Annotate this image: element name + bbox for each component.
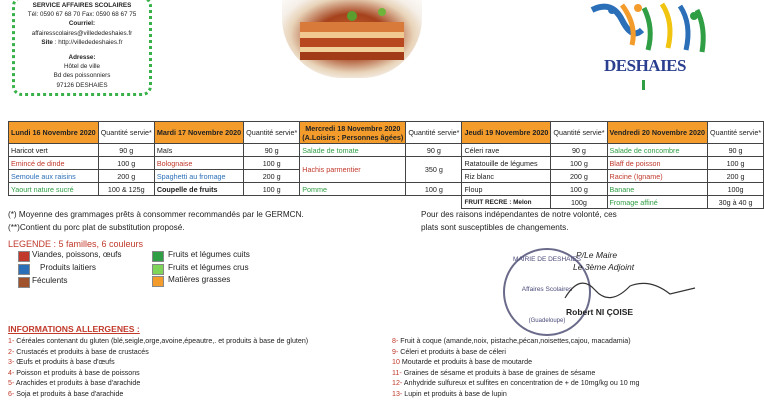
wednesday-title: Mercredi 18 Novembre 2020 [305, 123, 401, 133]
address-line-3: 97126 DESHAIES [56, 81, 108, 89]
legend-swatch-meat [18, 251, 30, 262]
legend-swatch-fat [152, 276, 164, 287]
dish-qty: 200 g [551, 170, 607, 183]
allergens-right-list [392, 336, 639, 400]
dish: Salade de concombre [607, 144, 707, 157]
day-header-thursday: Jeudi 19 Novembre 2020 [462, 122, 551, 144]
legend-label: Produits laitiers [40, 263, 96, 272]
note-4: plats sont susceptibles de changements. [421, 223, 569, 232]
lasagna-illustration [282, 0, 422, 78]
dish: Semoule aux raisins [9, 170, 99, 183]
dish-qty: 30g à 40 g [708, 196, 764, 209]
website-link[interactable]: : http://villededeshaies.fr [54, 38, 123, 46]
legend-label: Matières grasses [168, 275, 231, 284]
dish: Banane [607, 183, 707, 196]
allergen-item: 8- Fruit à coque (amande,noix, pistache,pécan,noisettes,cajou, macadamia) [392, 337, 631, 345]
signature-line-1: P/Le Maire [576, 250, 618, 260]
signature-line-2: Le 3ème Adjoint [573, 262, 635, 272]
legend-swatch-cooked-veg [152, 251, 164, 262]
dish-qty: 100 g [244, 157, 300, 170]
address-label: Adresse: [68, 54, 96, 62]
stamp-top-text: MAIRIE DE DESHAIES [513, 256, 581, 263]
legend-swatch-starch [18, 277, 30, 288]
logo-text: DESHAIES [604, 56, 686, 75]
empty-cell [154, 196, 243, 209]
service-name: SERVICE AFFAIRES SCOLAIRES [32, 2, 132, 9]
dish: Blaff de poisson [607, 157, 707, 170]
empty-cell [9, 196, 99, 209]
phone-fax: Tél: 0590 67 68 70 Fax: 0590 68 67 75 [27, 11, 137, 19]
dish: Emincé de dinde [9, 157, 99, 170]
empty-cell [244, 196, 300, 209]
dish: Racine (Igname) [607, 170, 707, 183]
allergen-item: 6- Soja et produits à base d'arachide [8, 389, 124, 398]
dish-qty: 100 g [406, 183, 462, 196]
dish: Salade de tomate [300, 144, 406, 157]
legend-label: Fruits et légumes crus [168, 263, 249, 272]
day-header-tuesday: Mardi 17 Novembre 2020 [154, 122, 243, 144]
legend-title: LEGENDE : 5 familles, 6 couleurs [8, 239, 144, 249]
address-line-1: Hôtel de ville [63, 63, 101, 71]
legend-swatch-dairy [18, 264, 30, 275]
allergen-item: 10 Moutarde et produits à base de moutarde [392, 358, 533, 367]
allergen-item: 9- Céleri et produits à base de céleri [392, 347, 506, 356]
allergens-title: INFORMATIONS ALLERGENES : [8, 324, 140, 334]
allergen-item: 13- Lupin et produits à base de lupin [392, 389, 507, 398]
allergens-left-list [8, 336, 308, 400]
allergen-item: 1- Céréales contenant du gluten (blé,seigle,orge,avoine,épeautre,. et produits à base de gluten) [8, 337, 309, 345]
dish-qty: 100 g [551, 157, 607, 170]
qty-header: Quantité servie* [406, 122, 462, 144]
dish: Pomme [300, 183, 406, 196]
menu-row-1 [9, 144, 764, 157]
qty-header: Quantité servie* [98, 122, 154, 144]
dish: Spaghetti au fromage [154, 170, 243, 183]
wednesday-subtitle: (A.Loisirs ; Personnes âgées) [302, 132, 404, 142]
empty-cell [300, 196, 406, 209]
dish-qty: 90 g [551, 144, 607, 157]
menu-row-5 [9, 196, 764, 209]
allergen-item: 12- Anhydride sulfureux et sulfites en concentration de + de 10mg/kg ou 10 mg [392, 379, 640, 388]
qty-header: Quantité servie* [708, 122, 764, 144]
dish-qty: 90 g [98, 144, 154, 157]
dish-qty: 90 g [708, 144, 764, 157]
menu-header-row [9, 122, 764, 144]
site-label: Site [41, 38, 53, 46]
dish: Yaourt nature sucré [9, 183, 99, 196]
dish: Fromage affiné [607, 196, 707, 209]
empty-cell [406, 196, 462, 209]
email-label: Courriel: [68, 20, 96, 28]
dish: Haricot vert [9, 144, 99, 157]
allergen-item: 11- Graines de sésame et produits à base de graines de sésame [392, 368, 596, 377]
stamp-mid-text: Affaires Scolaires [521, 286, 573, 293]
dish-qty: 100 g [551, 183, 607, 196]
dish-qty: 90 g [406, 144, 462, 157]
dish: Maïs [154, 144, 243, 157]
dish-qty: 100 g [98, 157, 154, 170]
day-header-monday: Lundi 16 Novembre 2020 [9, 122, 99, 144]
dish-qty: 90 g [244, 144, 300, 157]
legend-swatch-raw-veg [152, 264, 164, 275]
deshaies-logo [582, 0, 712, 100]
dish: FRUIT RECRE : Melon [462, 196, 551, 209]
menu-row-4 [9, 183, 764, 196]
address-line-2: Bd des poissonniers [53, 72, 111, 80]
qty-header: Quantité servie* [551, 122, 607, 144]
dish: Riz blanc [462, 170, 551, 183]
allergen-item: 4- Poisson et produits à base de poissons [8, 368, 140, 377]
stamp-bottom-text: (Guadeloupe) [528, 318, 566, 324]
runners-icon [582, 0, 712, 100]
legend-label: Féculents [32, 276, 68, 285]
dish-qty: 100 g [708, 157, 764, 170]
dish: Floup [462, 183, 551, 196]
allergen-item: 3- Œufs et produits à base d'œufs [8, 358, 115, 367]
legend-label: Viandes, poissons, œufs [32, 250, 122, 259]
dish-qty: 200 g [708, 170, 764, 183]
dish: Céleri rave [462, 144, 551, 157]
qty-header: Quantité servie* [244, 122, 300, 144]
note-1: (*) Moyenne des grammages prêts à consommer recommandés par le GERMCN. [8, 210, 304, 219]
day-header-friday: Vendredi 20 Novembre 2020 [607, 122, 707, 144]
lasagna-photo [282, 0, 422, 78]
email-address[interactable]: affairesscolaires@villededeshaies.fr [31, 29, 133, 37]
dish-qty: 100 g [244, 183, 300, 196]
dish-qty: 100g [708, 183, 764, 196]
weekly-menu-table [8, 121, 764, 209]
handwritten-signature [560, 268, 700, 308]
empty-cell [98, 196, 154, 209]
menu-row-2 [9, 157, 764, 170]
contact-box [12, 0, 152, 96]
logo-palm-icon [642, 80, 645, 90]
allergen-item: 2- Crustacés et produits à base de crustacés [8, 347, 149, 356]
legend-label: Fruits et légumes cuits [168, 250, 250, 259]
dish: Coupelle de fruits [154, 183, 243, 196]
dish-qty: 200 g [244, 170, 300, 183]
allergen-item: 5- Arachides et produits à base d'arachide [8, 379, 141, 388]
note-2: (**)Contient du porc plat de substitution proposé. [8, 223, 185, 232]
day-header-wednesday [300, 122, 406, 144]
dish: Bolognaise [154, 157, 243, 170]
dish-qty: 200 g [98, 170, 154, 183]
website-line [15, 38, 149, 47]
dish-qty: 100g [551, 196, 607, 209]
signatory-name: Robert NI ÇOISE [566, 307, 634, 317]
dish-qty: 350 g [406, 157, 462, 183]
note-3: Pour des raisons indépendantes de notre volonté, ces [421, 210, 617, 219]
dish-qty: 100 & 125g [98, 183, 154, 196]
dish: Ratatouille de légumes [462, 157, 551, 170]
dish: Hachis parmentier [300, 157, 406, 183]
